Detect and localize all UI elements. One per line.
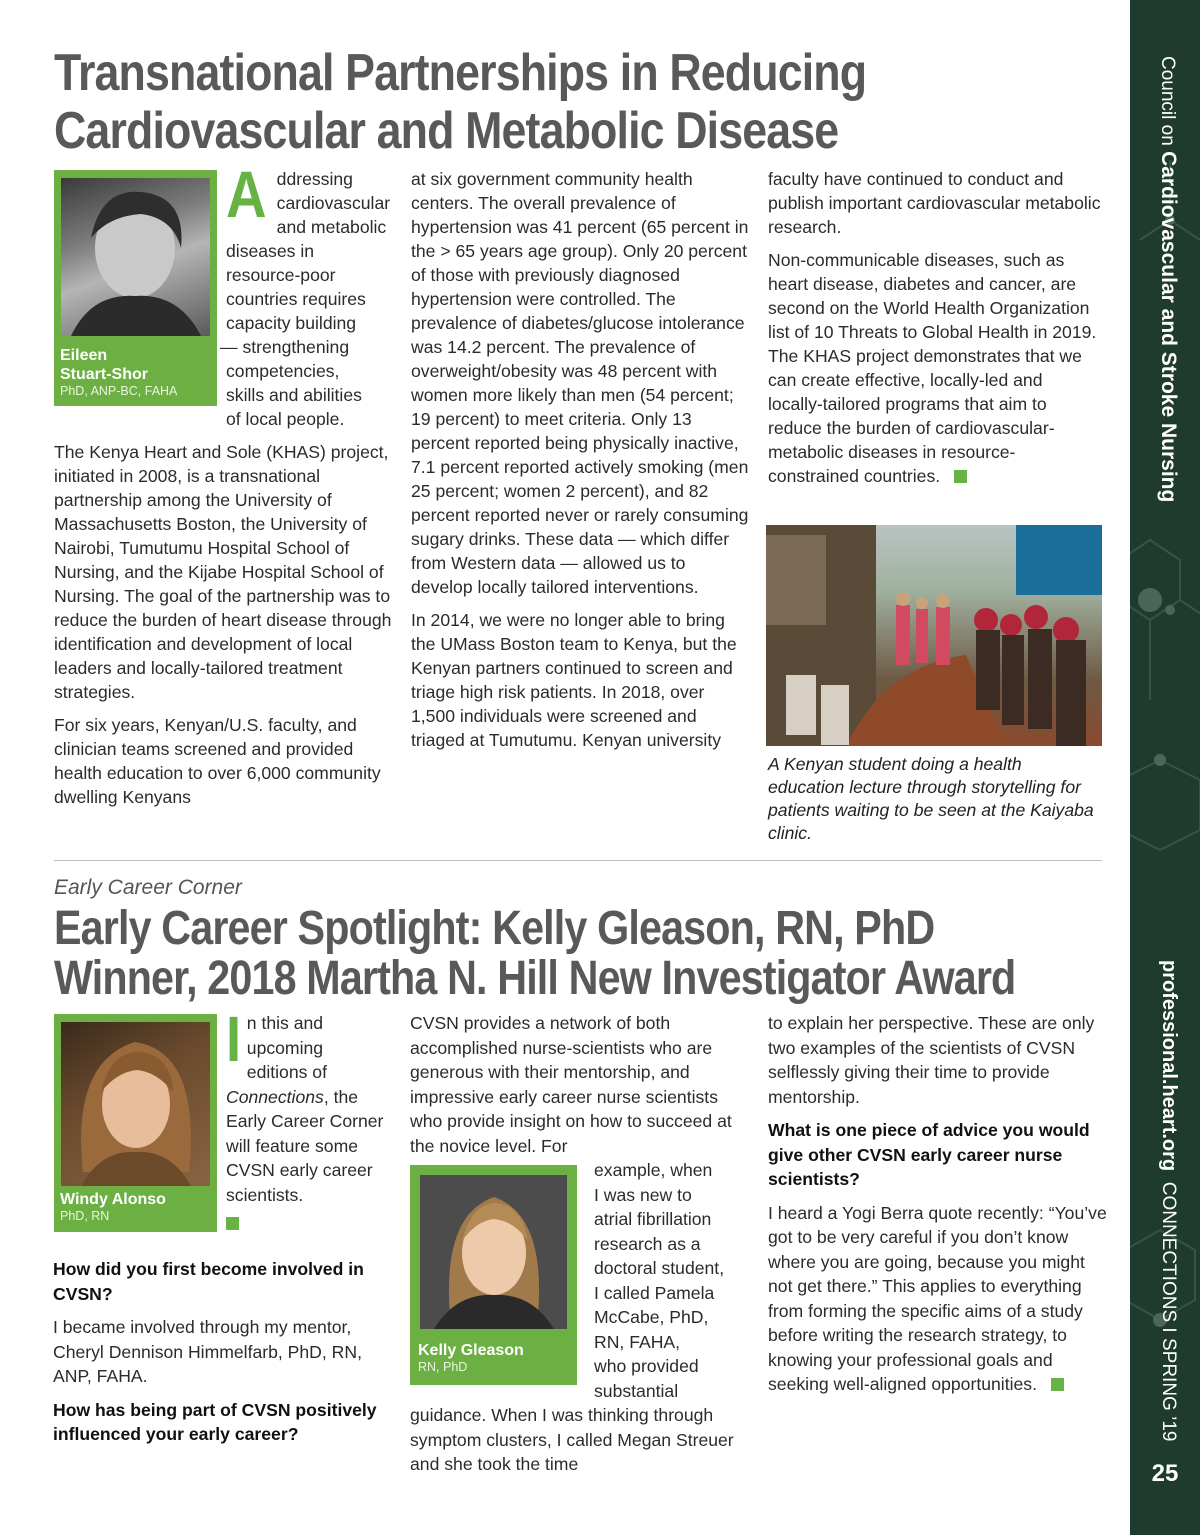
article2-col1 (53, 1257, 393, 1456)
end-mark-icon (1051, 1378, 1064, 1391)
section-kicker: Early Career Corner (54, 876, 242, 899)
paragraph: to explain her perspective. These are only two examples of the scientists of CVSN selflessly giving their time to provide mentorship. (768, 1013, 1095, 1107)
subject-card-kelly (410, 1165, 577, 1385)
section-divider (54, 860, 1102, 861)
clinic-photo (766, 525, 1102, 746)
article2-col2-bottom: guidance. When I was thinking through symptom clusters, I called Megan Streuer and she took the time (410, 1405, 734, 1474)
answer: I heard a Yogi Berra quote recently: “You’ve got to be very careful if you don’t know where you are going, because you might not get there.” This applies to everything from forming the specific aims of a study before writing the research strategy, to knowing your professional goals and seeking well-aligned opportunities. (768, 1202, 1107, 1394)
article1-intro: A ddressing cardiovascular and metabolic diseases in resource-poor countries requires capacity building — strengthening competencies, skills and abilities of local people. (220, 157, 391, 429)
subject-name: Kelly Gleason (418, 1342, 524, 1359)
council-label: Council on Cardiovascular and Stroke Nursing (1157, 56, 1180, 503)
author-photo (61, 1022, 210, 1186)
portrait-silhouette-icon (420, 1175, 567, 1329)
article1-col3 (768, 167, 1102, 497)
end-mark-icon (954, 470, 967, 483)
author-credentials: PhD, ANP-BC, FAHA (60, 384, 178, 398)
article2-col2-wrap: example, when I was new to atrial fibrillation research as a doctoral student, I called Pamela McCabe, PhD, RN, FAHA, who provided substantial (594, 1160, 725, 1401)
paragraph: faculty have continued to conduct and publish important cardiovascular metabolic research. (768, 169, 1101, 237)
paragraph: The Kenya Heart and Sole (KHAS) project, initiated in 2008, is a transnational partnership among the University of Massachusetts Boston, the University of Nairobi, Tumutumu Hospital School of Nursing, and the Kijabe Hospital School of Nursing. The goal of the partnership was to reduce the burden of heart disease through identification and development of local leaders and locally-tailored treatment strategies. (54, 442, 392, 702)
subject-credentials: RN, PhD (418, 1360, 468, 1374)
author-name: Eileen Stuart-Shor (60, 347, 148, 383)
footer-label: professional.heart.org CONNECTIONS I SPRING ’19 (1158, 960, 1180, 1442)
article1-col1 (54, 440, 394, 818)
paragraph: In 2014, we were no longer able to bring the UMass Boston team to Kenya, but the Kenyan partners continued to screen and triage high risk patients. In 2018, over 1,500 individuals were screened and triaged at Tumutumu. Kenyan university (411, 610, 737, 750)
subject-photo (420, 1175, 567, 1329)
portrait-silhouette-icon (61, 178, 210, 336)
photo-caption: A Kenyan student doing a health education lecture through storytelling for patients waiting to be seen at the Kaiyaba clinic. (768, 754, 1094, 843)
article2-intro: I n this and upcoming editions of Connections, the Early Career Corner will feature some CVSN early career scientists. (226, 1011, 396, 1236)
author-credentials: PhD, RN (60, 1209, 110, 1223)
article1-col2 (411, 167, 749, 761)
paragraph: Non-communicable diseases, such as heart disease, diabetes and cancer, are second on the World Health Organization list of 10 Threats to Global Health in 2019. The KHAS project demonstrates that we can create effective, locally-led and locally-tailored programs that aim to reduce the burden of cardiovascular-metabolic diseases in resource-constrained countries. (768, 250, 1097, 486)
page-number: 25 (1151, 1460, 1179, 1487)
dropcap-a: A (226, 157, 267, 231)
portrait-silhouette-icon (61, 1022, 210, 1186)
question: What is one piece of advice you would give other CVSN early career nurse scientists? (768, 1120, 1090, 1189)
author-card-windy (54, 1014, 217, 1232)
author-photo (61, 178, 210, 336)
author-name: Windy Alonso (60, 1191, 166, 1208)
author-card-eileen (54, 170, 217, 406)
paragraph: at six government community health centers. The overall prevalence of hypertension was 41 percent (65 percent in the > 65 years age group). Only 20 percent of those with previously diagnosed hypertension were controlled. The prevalence of diabetes/glucose intolerance was 14.2 percent. The prevalence of overweight/obesity was 48 percent with women more likely than men (54 percent; 19 percent) to meet criteria. Only 13 percent reported being physically inactive, 7.1 percent reported actively smoking (men 25 percent; women 2 percent), and 82 percent reported never or rarely consuming sugary drinks. These data — which differ from Western data — allowed us to develop locally tailored interventions. (411, 169, 749, 597)
paragraph: For six years, Kenyan/U.S. faculty, and clinician teams screened and provided health education to over 6,000 community dwelling Kenyans (54, 715, 381, 807)
article2-col2-top: CVSN provides a network of both accomplished nurse-scientists who are generous with their mentorship, and impressive early career nurse scientists who provide insight on how to succeed at the novice level. For (410, 1013, 732, 1156)
question: How has being part of CVSN positively influenced your early career? (53, 1399, 377, 1444)
crowd-scene-icon (766, 525, 1102, 746)
article2-col3 (768, 1011, 1108, 1406)
right-sidebar (1130, 0, 1200, 1535)
end-mark-icon (226, 1217, 239, 1230)
article1-title: Transnational Partnerships in Reducing Cardiovascular and Metabolic Disease (54, 44, 867, 160)
article2-title: Early Career Spotlight: Kelly Gleason, RN, PhD Winner, 2018 Martha N. Hill New Investigator Award (54, 902, 1016, 1005)
answer: I became involved through my mentor, Cheryl Dennison Himmelfarb, PhD, RN, ANP, FAHA. (53, 1317, 362, 1386)
dropcap-i: I (226, 1003, 242, 1075)
question: How did you first become involved in CVSN? (53, 1259, 364, 1304)
